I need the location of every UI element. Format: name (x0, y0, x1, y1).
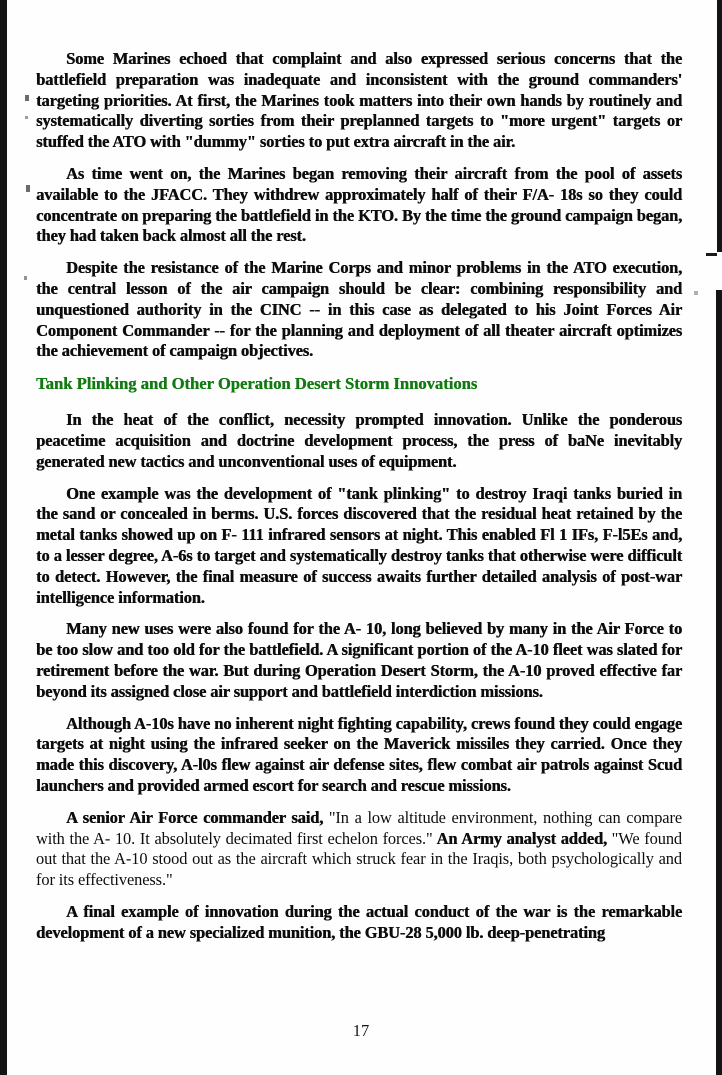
paragraph (36, 49, 682, 153)
scan-speck (24, 276, 27, 280)
page-content (36, 49, 682, 954)
scan-edge-right-bottom (716, 290, 722, 1075)
text-segment: As time went on, the Marines began removing their aircraft from the pool of assets available to the JFACC. They withdrew approximately half of their F/A- 18s so they could concentrate on preparing the battlefield in the KTO. By the time the ground campaign began, they had taken back almost all the rest. (36, 163, 682, 246)
text-segment: In the heat of the conflict, necessity prompted innovation. Unlike the ponderous peacetime acquisition and doctrine development process, the press of baNe inevitably generated new tactics and unconventional uses of equipment. (36, 410, 682, 471)
text-segment: "We found out that the A-10 stood out as the aircraft which struck fear in the Iraqis, both psychologically and for its effectiveness." (36, 828, 683, 890)
text-segment: Despite the resistance of the Marine Corps and minor problems in the ATO execution, the central lesson of the air campaign should be clear: combining responsibility and unquestioned authority in the CINC -- in this case as delegated to his Joint Forces Air Component Commander -- for the planning and deployment of all theater aircraft optimizes the achievement of campaign objectives. (36, 258, 682, 361)
section-heading (36, 373, 682, 394)
paragraph (36, 410, 682, 472)
scan-speck (694, 291, 698, 295)
text-segment: Many new uses were also found for the A- 10, long believed by many in the Air Force to be too slow and too old for the battlefield. A significant portion of the A-10 fleet was slated for retirement before the war. But during Operation Desert Storm, the A-10 proved effective far beyond its assigned close air support and battlefield interdiction missions. (36, 619, 682, 701)
scan-edge-left (0, 0, 7, 1075)
text-segment: Although A-10s have no inherent night fighting capability, crews found they could engage targets at night using the infrared seeker on the Maverick missiles they carried. Once they made this discovery, A-l0s flew against air defense sites, flew combat air patrols against Scud launchers and provided armed escort for search and rescue missions. (36, 713, 682, 795)
text-segment: One example was the development of "tank plinking" to destroy Iraqi tanks buried in the sand or concealed in berms. U.S. forces discovered that the residual heat retained by the metal tanks showed up on F- 111 infrared sensors at night. This enabled Fl 1 IFs, F-l5Es and, to a lesser degree, A-6s to target and systematically destroy tanks that otherwise were difficult to detect. However, the final measure of success awaits further detailed analysis of post-war intelligence information. (36, 483, 682, 607)
paragraph (36, 164, 682, 247)
scan-edge-right-top (717, 0, 722, 252)
paragraph (36, 902, 682, 944)
paragraph (36, 258, 682, 362)
paragraph (36, 808, 682, 891)
text-segment: An Army analyst added, (432, 828, 612, 848)
paragraph (36, 619, 682, 702)
paragraph (36, 714, 682, 797)
text-segment: Tank Plinking and Other Operation Desert Storm Innovations (36, 374, 478, 394)
scan-speck (25, 95, 29, 101)
text-segment: A senior Air Force commander said, (66, 807, 329, 827)
page-number: 17 (352, 1021, 370, 1040)
scan-speck (26, 185, 30, 192)
scan-speck (25, 116, 28, 119)
text-segment: Some Marines echoed that complaint and also expressed serious concerns that the battlefield preparation was inadequate and inconsistent with the ground commanders' targeting priorities. At first, the Marines took matters into their own hands by routinely and systematically diverting sorties from their preplanned targets to "more urgent" targets or stuffed the ATO with "dummy" sorties to put extra aircraft in the air. (36, 49, 682, 152)
text-segment: A final example of innovation during the actual conduct of the war is the remarkable development of a new specialized munition, the GBU-28 5,000 lb. deep-penetrating (36, 901, 682, 942)
paragraph (36, 484, 682, 609)
scan-edge-right-tick (706, 253, 717, 256)
text-segment: "In a low altitude environment, nothing can compare with the A- 10. It absolutely decimated first echelon forces." (36, 807, 682, 848)
